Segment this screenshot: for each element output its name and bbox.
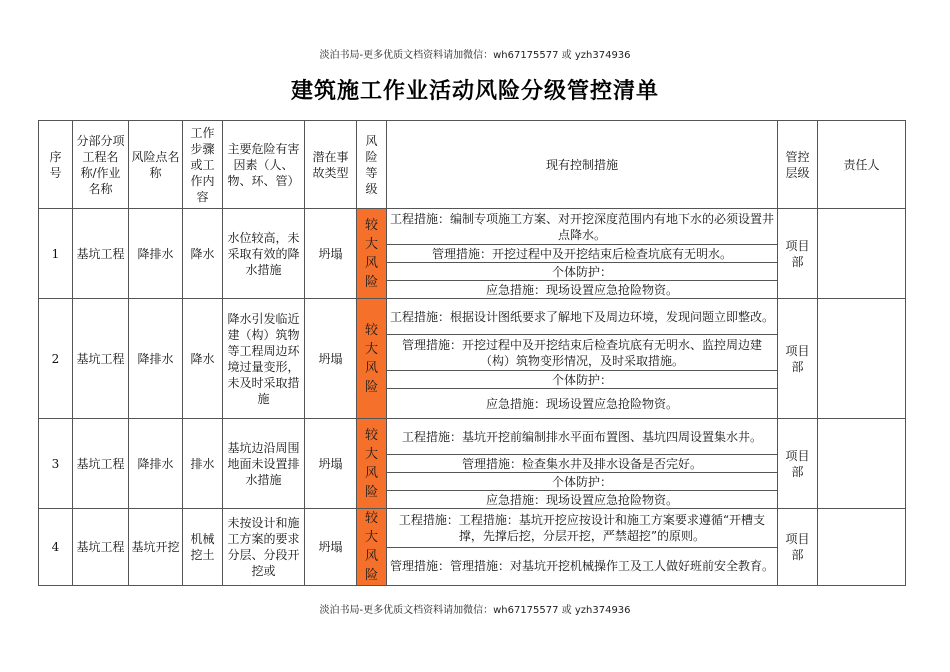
cell-step: 机械挖土: [183, 509, 223, 586]
cell-control-level: 项目部: [778, 419, 818, 509]
risk-table: [38, 120, 906, 586]
col-step: 工作步骤或工作内容: [183, 121, 223, 209]
col-measures: 现有控制措施: [387, 121, 778, 209]
cell-hazard: 基坑边沿周围地面未设置排水措施: [223, 419, 305, 509]
page-title: 建筑施工作业活动风险分级管控清单: [290, 79, 659, 104]
measure-ppe: 个体防护：: [387, 371, 778, 389]
measure-engineering: 工程措施：工程措施：基坑开挖应按设计和施工方案要求遵循“开槽支撑，先撑后挖，分层开挖，严禁超挖”的原则。: [387, 509, 778, 548]
measure-management: 管理措施：开挖过程中及开挖结束后检查坑底有无明水。: [387, 245, 778, 263]
cell-project: 基坑工程: [73, 209, 129, 299]
cell-accident: 坍塌: [305, 509, 357, 586]
cell-accident: 坍塌: [305, 419, 357, 509]
cell-hazard: 未按设计和施工方案的要求分层、分段开挖或: [223, 509, 305, 586]
cell-hazard: 降水引发临近建（构）筑物等工程周边环境过量变形，未及时采取措施: [223, 299, 305, 419]
risk-level-badge: 较大风险: [357, 509, 387, 586]
cell-control-level: 项目部: [778, 209, 818, 299]
col-level: 风险等级: [357, 121, 387, 209]
cell-step: 降水: [183, 209, 223, 299]
col-seq: 序号: [39, 121, 73, 209]
cell-project: 基坑工程: [73, 509, 129, 586]
cell-risk-point: 降排水: [129, 419, 183, 509]
header-watermark: 淡泊书局-更多优质文档资料请加微信：wh67175577 或 yzh374936: [319, 50, 631, 61]
cell-risk-point: 降排水: [129, 299, 183, 419]
cell-step: 降水: [183, 299, 223, 419]
measure-ppe: 个体防护：: [387, 263, 778, 281]
footer-watermark: 淡泊书局-更多优质文档资料请加微信：wh67175577 或 yzh374936: [319, 605, 631, 616]
measure-management: 管理措施：开挖过程中及开挖结束后检查坑底有无明水、监控周边建（构）筑物变形情况，及时采取措施。: [387, 335, 778, 371]
header-row: [39, 121, 906, 209]
measure-emergency: 应急措施：现场设置应急抢险物资。: [387, 389, 778, 419]
measure-engineering: 工程措施：基坑开挖前编制排水平面布置图、基坑四周设置集水井。: [387, 419, 778, 455]
col-control: 管控层级: [778, 121, 818, 209]
cell-project: 基坑工程: [73, 419, 129, 509]
cell-responsible: [818, 419, 906, 509]
table-row: [39, 509, 906, 548]
cell-control-level: 项目部: [778, 509, 818, 586]
col-hazard: 主要危险有害因素（人、物、环、管）: [223, 121, 305, 209]
measure-management: 管理措施：检查集水井及排水设备是否完好。: [387, 455, 778, 473]
measure-engineering: 工程措施：编制专项施工方案、对开挖深度范围内有地下水的必须设置井点降水。: [387, 209, 778, 245]
table-row: [39, 419, 906, 455]
col-accident: 潜在事故类型: [305, 121, 357, 209]
measure-management: 管理措施：管理措施：对基坑开挖机械操作工及工人做好班前安全教育。: [387, 547, 778, 586]
cell-risk-point: 基坑开挖: [129, 509, 183, 586]
col-responsible: 责任人: [818, 121, 906, 209]
cell-seq: 3: [39, 419, 73, 509]
cell-accident: 坍塌: [305, 209, 357, 299]
risk-level-badge: 较大风险: [357, 419, 387, 509]
col-project: 分部分项工程名称/作业名称: [73, 121, 129, 209]
cell-responsible: [818, 209, 906, 299]
cell-seq: 2: [39, 299, 73, 419]
measure-emergency: 应急措施：现场设置应急抢险物资。: [387, 281, 778, 299]
cell-risk-point: 降排水: [129, 209, 183, 299]
col-risk-point: 风险点名称: [129, 121, 183, 209]
measure-ppe: 个体防护：: [387, 473, 778, 491]
cell-responsible: [818, 299, 906, 419]
cell-seq: 1: [39, 209, 73, 299]
cell-step: 排水: [183, 419, 223, 509]
measure-emergency: 应急措施：现场设置应急抢险物资。: [387, 491, 778, 509]
cell-seq: 4: [39, 509, 73, 586]
cell-project: 基坑工程: [73, 299, 129, 419]
measure-engineering: 工程措施：根据设计图纸要求了解地下及周边环境，发现问题立即整改。: [387, 299, 778, 335]
cell-hazard: 水位较高，未采取有效的降水措施: [223, 209, 305, 299]
cell-control-level: 项目部: [778, 299, 818, 419]
risk-level-badge: 较大风险: [357, 209, 387, 299]
table-row: [39, 209, 906, 245]
table-row: [39, 299, 906, 335]
cell-accident: 坍塌: [305, 299, 357, 419]
cell-responsible: [818, 509, 906, 586]
risk-level-badge: 较大风险: [357, 299, 387, 419]
